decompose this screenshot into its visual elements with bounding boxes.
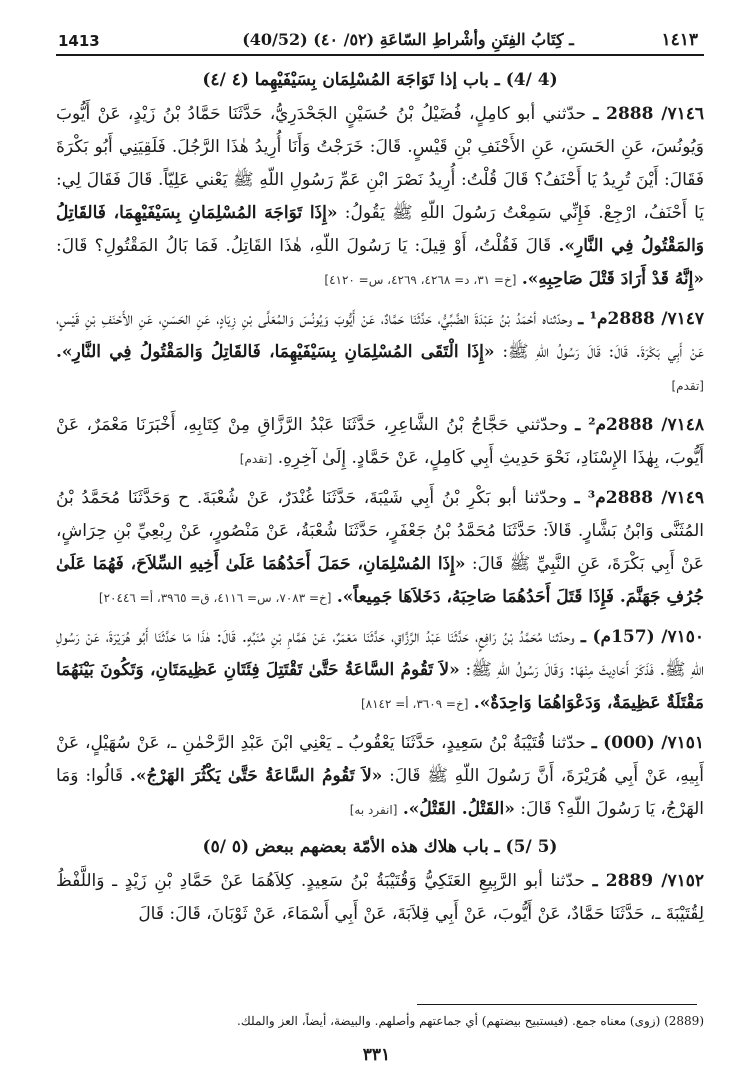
hadith-text: وحدّثنا مُحَمَّدُ بْنُ رَافِعٍ، حَدَّثَنَا عَبْدُ الرَّزَّاقِ، حَدَّثَنَا مَعْمَرٌ، عَنْ هَمَّامِ بْنِ مُنَبِّهٍ. قَالَ: هٰذَا مَا حَدَّثَنَا أَبُو هُرَيْرَةَ، عَنْ رَسُولِ اللّهِ ﷺ. فَذَكَرَ أَحَادِيثَ مِنْهَا: وَقَالَ رَسُولُ اللّهِ ﷺ:	[56, 627, 704, 680]
chapter-heading: (5 /5) ـ باب هلاك هذه الأمّة بعضهم ببعض (٥ /٥)	[202, 837, 558, 857]
hadith-text: حدّثني أبو كامِلٍ، فُضَيْلُ بْنُ حُسَيْنٍ الجَحْدَرِيُّ، حَدَّثَنَا حَمَّادُ بْنُ زَيْدٍ، عَنْ أَيُّوبَ وَيُونُسَ، عَنِ الحَسَنِ، عَنِ الأَحْنَفِ بْنِ قَيْسٍ. قَالَ: خَرَجْتُ وَأَنَا أُرِيدُ هٰذَا الرَّجُلَ. فَلَقِيَنِي أَبُو بَكْرَةَ فَقَالَ: أَيْنَ تُرِيدُ يَا أَحْنَفُ؟ قَالَ قُلْتُ: أُرِيدُ نَصْرَ ابْنِ عَمِّ رَسُولِ اللّهِ ﷺ يَعْني عَلِيّاً. قَالَ فَقَالَ لِي: يَا أَحْنَفُ، ارْجِعْ. فَإِنِّي سَمِعْتُ رَسُولَ اللّهِ ﷺ يَقُولُ:	[56, 104, 705, 223]
hadith-paragraph	[56, 865, 704, 931]
page-number-arabic: ١٤١٣	[661, 30, 698, 50]
hadith-reference: [خ= ٣٦٠٩، أ= ٨١٤٢]	[360, 697, 469, 711]
hadith-number: ٧١٥١/ (000) ـ	[591, 733, 705, 753]
hadith-text: حدّثنا أبو الرَّبِيعِ العَتَكِيُّ وَقُتَيْبَةُ بْنُ سَعِيدٍ. كِلاَهُمَا عَنْ حَمَّادِ بْنِ زَيْدٍ ـ وَاللَّفْظُ لِقُتَيْبَةَ ـ، حَدَّثَنَا حَمَّادٌ، عَنْ أَيُّوبَ، عَنْ أَبِي قِلاَبَةَ، عَنْ أَبِي أَسْمَاءَ، عَنْ ثَوْبَانَ، قَالَ: قَالَ	[56, 871, 704, 924]
page-number-footer: ٣٣١	[362, 1045, 391, 1065]
hadith-reference: [خ= ٧٠٨٣، س= ٤١١٦، ق= ٣٩٦٥، أ= ٢٠٤٤٦]	[98, 591, 332, 605]
hadith-text-continued: قَالُوا: وَمَا الهَرْجُ، يَا رَسُولَ اللّهِ؟ قَالَ:	[56, 766, 704, 819]
hadith-text: وحدّثناه أحْمَدُ بْنُ عَبْدَةَ الضَّبِّيُّ، حَدَّثَنَا حَمَّادٌ، عَنْ أَيُّوبَ وَيُونُسَ وَالمُعَلَّى بْنِ زِيَادٍ، عَنِ الحَسَنِ، عَنِ الأَحْنَفِ بْنِ قَيْسٍ، عَنْ أَبِي بَكْرَةَ. قَالَ: قَالَ رَسُولُ اللّهِ ﷺ:	[56, 309, 704, 362]
hadith-paragraph	[56, 482, 704, 615]
hadith-number: ٧١٥٢/ 2889 ـ	[592, 871, 704, 891]
hadith-reference: [تقدم]	[239, 452, 273, 466]
hadith-number: ٧١٤٩/ 2888م³ ـ	[574, 488, 704, 508]
main-text	[56, 66, 704, 937]
hadith-number: ٧١٥٠/ (157م) ـ	[580, 627, 705, 647]
hadith-number: ٧١٤٦/ 2888 ـ	[593, 104, 704, 124]
prophetic-saying: «لاَ تَقُومُ السَّاعَةُ حَتَّىٰ تَقْتَتِلَ فِئَتَانِ عَظِيمَتَانِ، وَتَكُونَ بَيْنَهُمَا مَقْتَلَةٌ عَظِيمَةٌ، وَدَعْوَاهُمَا وَاحِدَةٌ».	[56, 660, 704, 713]
prophetic-saying: «لاَ تَقُومُ السَّاعَةُ حَتَّىٰ يَكْثُرَ الهَرْجُ».	[129, 766, 383, 786]
page-number-latin: 1413	[58, 32, 100, 50]
prophetic-saying: «إِذَا تَوَاجَهَ المُسْلِمَانِ بِسَيْفَيْهِمَا، فَالقَاتِلُ وَالمَقْتُولُ فِي النَّارِ».	[56, 203, 705, 256]
hadith-paragraph	[56, 409, 704, 476]
hadith-text-continued: قَالَ فَقُلْتُ، أَوْ قِيلَ: يَا رَسُولَ اللّهِ، هٰذَا القَاتِلُ. فَمَا بَالُ المَقْتُولِ؟ قَالَ:	[56, 236, 552, 256]
running-header	[58, 20, 698, 54]
hadith-text: وحدّثنا أبو بَكْرِ بْنُ أَبِي شَيْبَةَ، حَدَّثَنَا غُنْدَرٌ، عَنْ شُعْبَةَ. ح وَحَدَّثَنَا مُحَمَّدُ بْنُ المُثَنَّى وَابْنُ بَشَّارٍ. قَالاَ: حَدَّثَنَا مُحَمَّدُ بْنُ جَعْفَرٍ، حَدَّثَنَا شُعْبَةُ، عَنْ مَنْصُورٍ، عَنْ رِبْعِيِّ بْنِ حِرَاشٍ، عَنْ أَبِي بَكْرَةَ، عَنِ النَّبِيِّ ﷺ قَالَ:	[56, 488, 704, 574]
hadith-paragraph	[56, 98, 704, 297]
footnote: (2889) (زوى) معناه جمع. (فيستبيح بيضتهم) أي جماعتهم وأصلهم. والبيضة، أيضاً، العز والملك.	[237, 1014, 704, 1028]
hadith-reference: [انفرد به]	[349, 803, 398, 817]
prophetic-saying-2: «القَتْلُ. القَتْلُ».	[402, 799, 515, 819]
hadith-paragraph	[56, 727, 704, 827]
header-rule	[56, 54, 704, 56]
hadith-reference: [تقدم]	[671, 379, 704, 393]
hadith-paragraph	[56, 621, 704, 721]
hadith-text: وحدّثني حَجَّاجُ بْنُ الشَّاعِرِ، حَدَّثَنَا عَبْدُ الرَّزَّاقِ مِنْ كِتَابِهِ، أَخْبَرَنَا مَعْمَرٌ، عَنْ أَيُّوبَ، بِهٰذَا الإِسْنَادِ، نَحْوَ حَدِيثِ أَبِي كَامِلٍ، عَنْ حَمَّادٍ. إِلَىٰ آخِرِهِ.	[56, 415, 704, 468]
prophetic-saying: «إِذَا الْتَقَى المُسْلِمَانِ بِسَيْفَيْهِمَا، فَالقَاتِلُ وَالمَقْتُولُ فِي النَّارِ».	[56, 342, 495, 362]
hadith-paragraph	[56, 303, 704, 403]
prophetic-saying: «إِذَا المُسْلِمَانِ، حَمَلَ أَحَدُهُمَا عَلَىٰ أَخِيهِ السِّلاَحَ، فَهُمَا عَلَىٰ جُرُفِ جَهَنَّمَ. فَإِذَا قَتَلَ أَحَدُهُمَا صَاحِبَهُ، دَخَلاَهَا جَمِيعاً».	[56, 554, 704, 607]
hadith-text: حدّثنا قُتَيْبَةُ بْنُ سَعِيدٍ، حَدَّثَنَا يَعْقُوبُ ـ يَعْنِي ابْنَ عَبْدِ الرَّحْمٰنِ ـ، عَنْ سُهَيْلٍ، عَنْ أَبِيهِ، عَنْ أَبِي هُرَيْرَةَ، أَنَّ رَسُولَ اللّهِ ﷺ قَالَ:	[56, 733, 704, 786]
prophetic-saying-2: «إِنَّهُ قَدْ أَرَادَ قَتْلَ صَاحِبِهِ».	[521, 269, 704, 289]
footnote-rule	[417, 1004, 697, 1005]
hadith-number: ٧١٤٨/ 2888م² ـ	[575, 415, 704, 435]
chapter-heading: (4 /4) ـ باب إذا تَوَاجَهَ المُسْلِمَان بِسَيْفَيْهِما (٤ /٤)	[202, 70, 558, 90]
hadith-number: ٧١٤٧/ 2888م¹ ـ	[578, 309, 704, 329]
running-title: (40/52) ـ كِتَابُ الفِتَنِ وأشْراطِ السّاعَةِ (٥٢/ ٤٠)	[242, 30, 574, 49]
hadith-reference: [خ= ٣١، د= ٤٢٦٨، ٤٢٦٩، س= ٤١٢٠]	[324, 273, 517, 287]
